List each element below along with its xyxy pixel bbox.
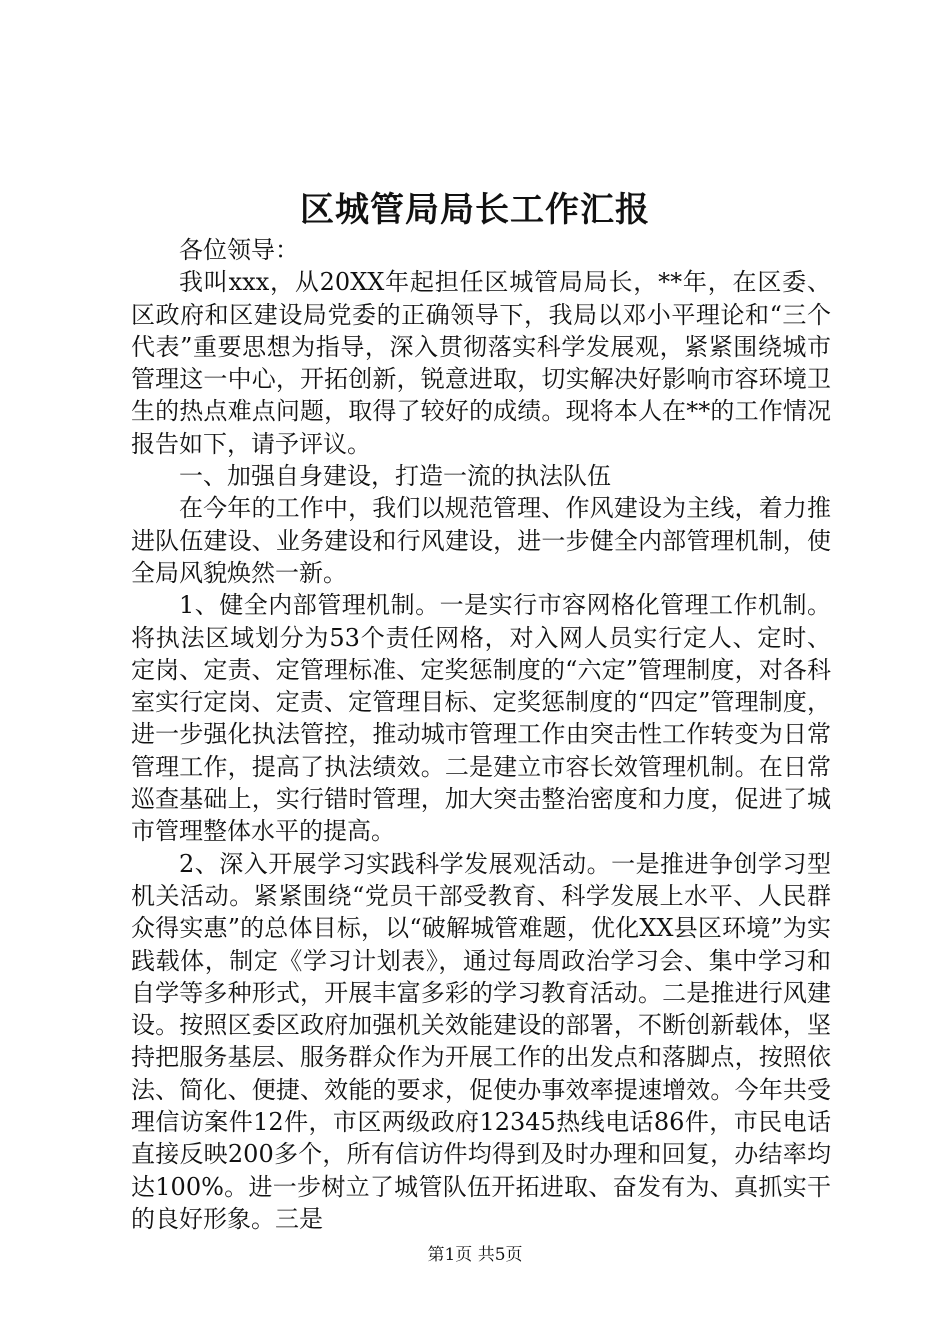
page-footer: 第1页 共5页 [427, 1245, 523, 1265]
document-body [131, 234, 831, 1235]
paragraph-item-1: 1、健全内部管理机制。一是实行市容网格化管理工作机制。将执法区域划分为53个责任网格，对入网人员实行定人、定时、定岗、定责、定管理标准、定奖惩制度的“六定”管理制度，对各科室实行定岗、定责、定管理目标、定奖惩制度的“四定”管理制度，进一步强化执法管控，推动城市管理工作由突击性工作转变为日常管理工作，提高了执法绩效。二是建立市容长效管理机制。在日常巡查基础上，实行错时管理，加大突击整治密度和力度，促进了城市管理整体水平的提高。 [131, 591, 831, 846]
paragraph-item-2: 2、深入开展学习实践科学发展观活动。一是推进争创学习型机关活动。紧紧围绕“党员干部受教育、科学发展上水平、人民群众得实惠”的总体目标，以“破解城管难题，优化XX县区环境”为实践载体，制定《学习计划表》，通过每周政治学习会、集中学习和自学等多种形式，开展丰富多彩的学习教育活动。二是推进行风建设。按照区委区政府加强机关效能建设的部署，不断创新载体，坚持把服务基层、服务群众作为开展工作的出发点和落脚点，按照依法、简化、便捷、效能的要求，促使办事效率提速增效。今年共受理信访案件12件，市区两级政府12345热线电话86件，市民电话直接反映200多个，所有信访件均得到及时办理和回复，办结率均达100%。进一步树立了城管队伍开拓进取、奋发有为、真抓实干的良好形象。三是 [131, 849, 831, 1233]
section-heading: 一、加强自身建设，打造一流的执法队伍 [179, 462, 611, 491]
document-title: 区城管局局长工作汇报 [300, 190, 650, 230]
paragraph-intro: 我叫xxx，从20XX年起担任区城管局局长，**年，在区委、区政府和区建设局党委的正确领导下，我局以邓小平理论和“三个代表”重要思想为指导，深入贯彻落实科学发展观，紧紧围绕城市管理这一中心，开拓创新，锐意进取，切实解决好影响市容环境卫生的热点难点问题，取得了较好的成绩。现将本人在**的工作情况报告如下，请予评议。 [131, 268, 831, 458]
salutation: 各位领导： [179, 236, 299, 264]
paragraph-section-intro: 在今年的工作中，我们以规范管理、作风建设为主线，着力推进队伍建设、业务建设和行风建设，进一步健全内部管理机制，使全局风貌焕然一新。 [131, 494, 831, 587]
